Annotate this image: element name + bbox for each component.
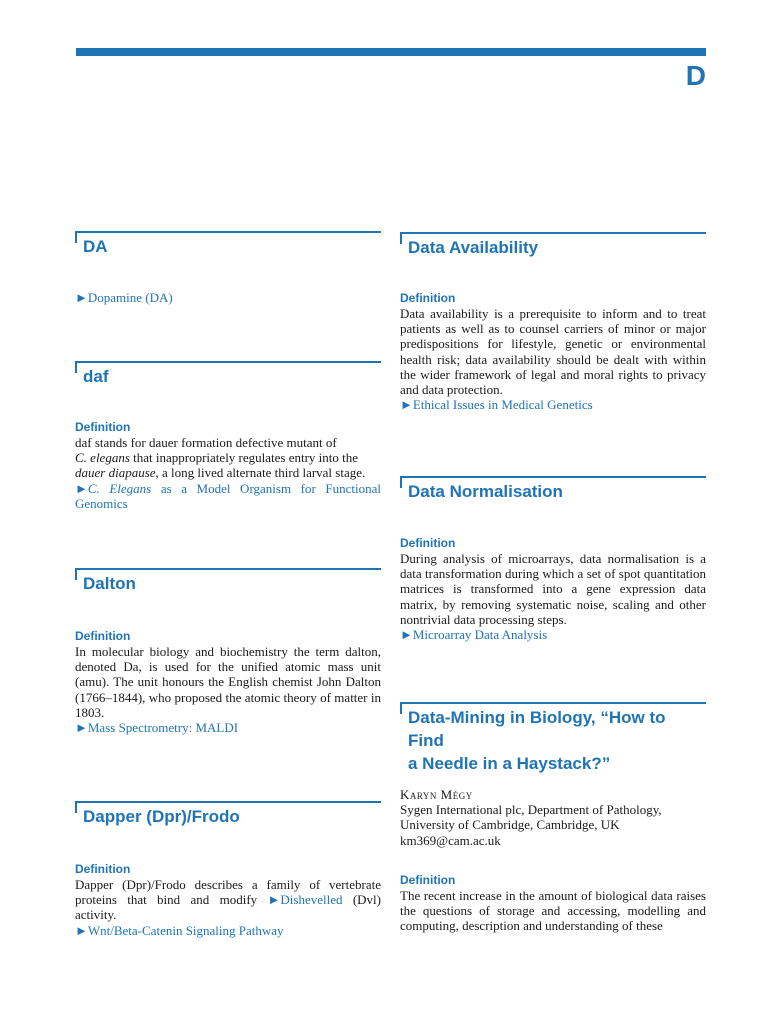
cross-reference-link[interactable]: ►Dishevelled (267, 892, 343, 908)
definition-text: In molecular biology and biochemistry the term dalton, denoted Da, is used for the unified atomic mass unit (amu). The unit honours the English chemist John Dalton (1766–1844), who proposed the atomic theory of matter in 1803. (75, 644, 381, 720)
cross-reference-link[interactable]: ►C. Elegans as a Model Organism for Functional Genomics (75, 480, 381, 511)
definition-label: Definition (400, 536, 456, 550)
definition-label: Definition (75, 420, 131, 434)
cross-reference-link[interactable]: ►Wnt/Beta-Catenin Signaling Pathway (75, 922, 284, 938)
definition-label: Definition (75, 862, 131, 876)
author-affiliation: Sygen International plc, Department of Pathology, (400, 802, 662, 818)
definition-label: Definition (75, 629, 131, 643)
entry-data-normalisation (400, 476, 706, 642)
cross-reference-link[interactable]: ►Microarray Data Analysis (400, 627, 548, 643)
definition-label: Definition (400, 872, 456, 887)
entry-da (75, 231, 381, 305)
definition-text: Dapper (Dpr)/Frodo describes a family of vertebrate proteins that bind and modify ►Dishevelled (Dvl) activity. (75, 877, 381, 923)
entry-data-availability (400, 232, 706, 412)
entry-title: Data Normalisation (408, 482, 563, 501)
author-email: km369@cam.ac.uk (400, 832, 501, 848)
entry-title: Data-Mining in Biology, “How to Find a Needle in a Haystack?” (408, 708, 666, 773)
entry-data-mining (400, 702, 706, 933)
entry-title: Dapper (Dpr)/Frodo (83, 807, 240, 826)
entry-dalton (75, 568, 381, 735)
entry-title: DA (83, 237, 108, 256)
author-name: Karyn Mégy (400, 787, 473, 802)
cross-reference-link[interactable]: ►Dopamine (DA) (75, 290, 173, 305)
cross-reference-link[interactable]: ►Mass Spectrometry: MALDI (75, 720, 239, 736)
author-affiliation: University of Cambridge, Cambridge, UK (400, 817, 620, 833)
definition-label: Definition (400, 291, 456, 305)
entry-title: Dalton (83, 574, 136, 593)
definition-text: During analysis of microarrays, data normalisation is a data transformation during which a set of spot quantitation matrices is transformed into a gene expression data matrix, by removing systematic noise, scaling and other nontrivial data processing steps. (400, 551, 706, 627)
entry-daf (75, 361, 381, 511)
definition-text: The recent increase in the amount of biological data raises the questions of storage and accessing, modelling and computing, description and understanding of these (400, 887, 706, 934)
header-rule (76, 48, 706, 56)
cross-reference-link[interactable]: ►Ethical Issues in Medical Genetics (400, 397, 593, 413)
section-letter: D (685, 60, 706, 91)
entry-title: daf (83, 367, 109, 386)
definition-text: daf stands for dauer formation defective mutant of C. elegans that inappropriately regulates entry into the dauer diapause, a long lived alternate third larval stage. ►C. Elegans as a Model Organism for Functional Genomics (75, 435, 381, 511)
entry-dapper (75, 801, 381, 938)
definition-text: Data availability is a prerequisite to inform and to treat patients as well as to counsel carriers of minor or major predispositions for lifestyle, genetic or environmental health risk; data availability should be dealt with within the wider framework of legal and moral rights to privacy and data protection. (400, 306, 706, 398)
entry-title: Data Availability (408, 238, 539, 257)
